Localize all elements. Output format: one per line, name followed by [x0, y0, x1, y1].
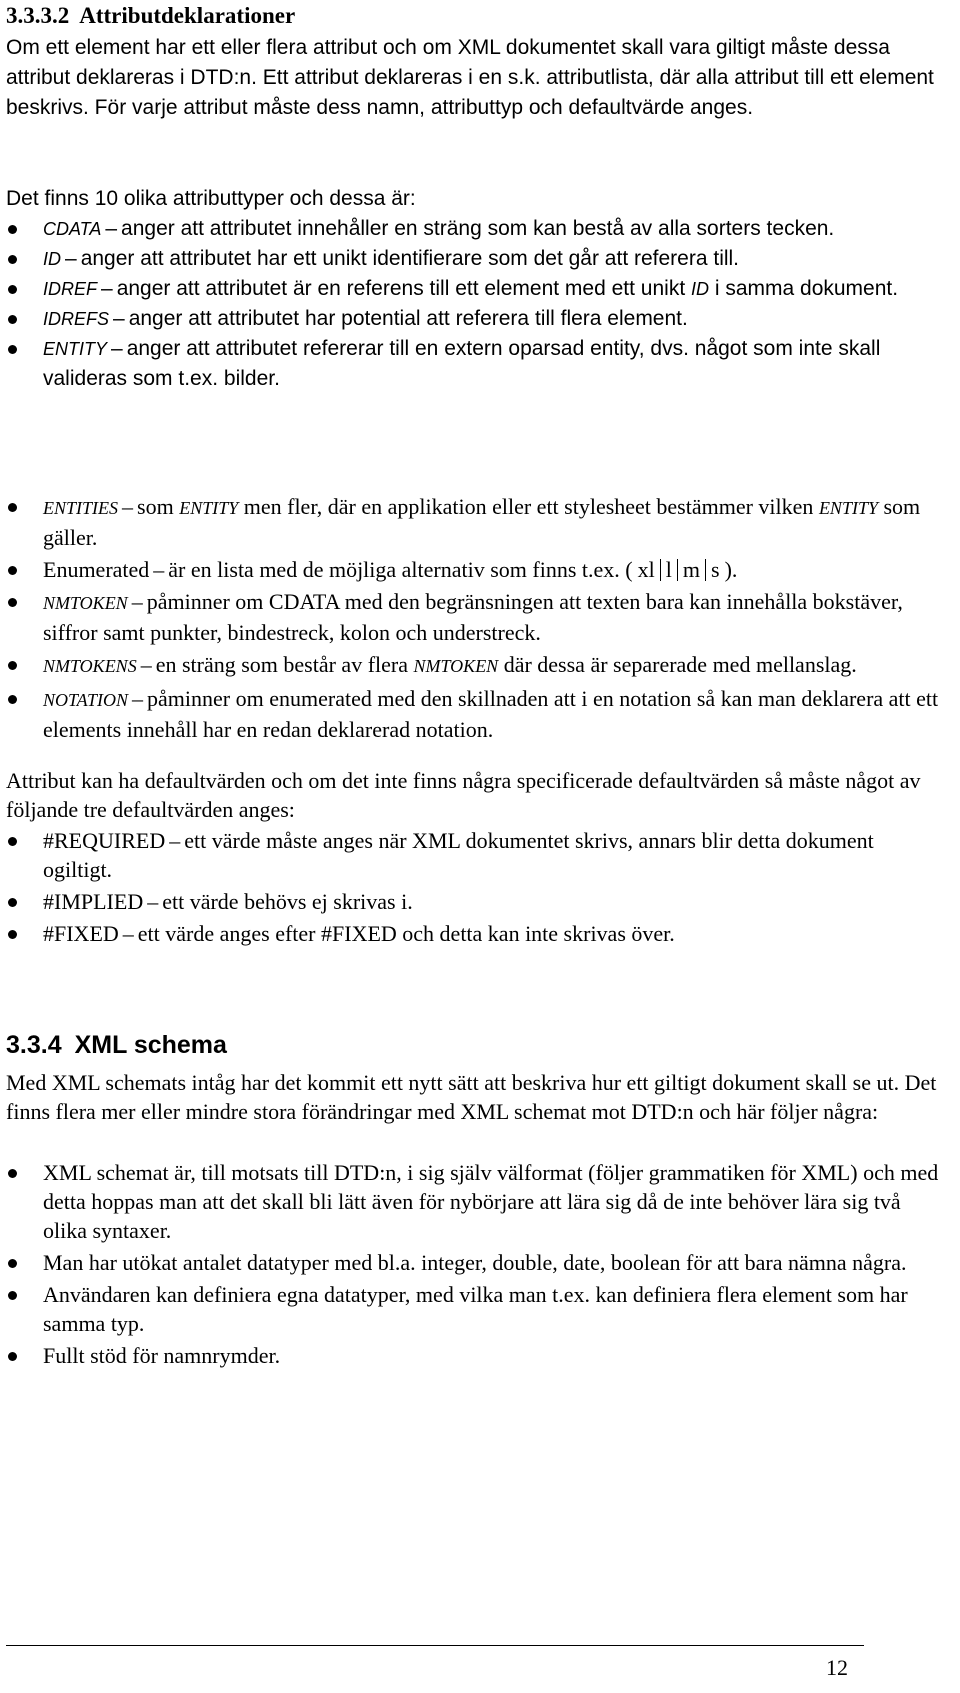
list-item: CDATA – anger att attributet innehåller en sträng som kan bestå av alla sorters tecken.	[6, 214, 946, 244]
list-item: #IMPLIED – ett värde behövs ej skrivas i.	[6, 887, 946, 916]
list-item: IDREF – anger att attributet är en referens till ett element med ett unikt ID i samma dokument.	[6, 274, 946, 304]
defaults-list	[6, 826, 946, 951]
footer-divider	[6, 1645, 864, 1646]
attribute-types-list-cont	[6, 492, 946, 747]
section-heading-xml-schema: 3.3.4 XML schema	[6, 1031, 227, 1059]
section-number: 3.3.3.2	[6, 3, 70, 28]
list-item: #REQUIRED – ett värde måste anges när XML dokumentet skrivs, annars blir detta dokument ogiltigt.	[6, 826, 946, 884]
list-item: NMTOKEN – påminner om CDATA med den begränsningen att texten bara kan innehålla bokstäver, siffror samt punkter, bindestreck, kolon och understreck.	[6, 587, 946, 647]
xml-schema-list	[6, 1158, 946, 1373]
intro-paragraph: Om ett element har ett eller flera attribut och om XML dokumentet skall vara giltigt måste dessa attribut deklareras i DTD:n. Ett attribut deklareras i en s.k. attributlista, där alla attribut till ett element beskrivs. För varje attribut måste dess namn, attributtyp och defaultvärde anges.	[6, 36, 934, 119]
list-item: Användaren kan definiera egna datatyper, med vilka man t.ex. kan definiera flera element som har samma typ.	[6, 1280, 946, 1338]
list-item: ENTITIES – som ENTITY men fler, där en applikation eller ett stylesheet bestämmer vilken ENTITY som gäller.	[6, 492, 946, 552]
list-item: NOTATION – påminner om enumerated med den skillnaden att i en notation så kan man deklarera att ett elements innehåll har en redan deklarerad notation.	[6, 684, 946, 744]
xml-schema-intro: Med XML schemats intåg har det kommit ett nytt sätt att beskriva hur ett giltigt dokument skall se ut. Det finns flera mer eller mindre stora förändringar med XML schemat mot DTD:n och här följer några:	[6, 1070, 937, 1124]
list-item: ENTITY – anger att attributet refererar till en extern oparsad entity, dvs. något som inte skall valideras som t.ex. bilder.	[6, 334, 946, 394]
list-item: IDREFS – anger att attributet har potential att referera till flera element.	[6, 304, 946, 334]
list-item: Enumerated – är en lista med de möjliga alternativ som finns t.ex. ( xl l m s ).	[6, 555, 946, 584]
list-item: #FIXED – ett värde anges efter #FIXED och detta kan inte skrivas över.	[6, 919, 946, 948]
attribute-types-list	[6, 214, 946, 394]
list-item: NMTOKENS – en sträng som består av flera NMTOKEN där dessa är separerade med mellanslag.	[6, 650, 946, 681]
list-item: ID – anger att attributet har ett unikt identifierare som det går att referera till.	[6, 244, 946, 274]
list-item: XML schemat är, till motsats till DTD:n, i sig själv välformat (följer grammatiken för XML) och med detta hoppas man att det skall bli lätt även för nybörjare att lära sig då de inte behöver lära sig två olika syntaxer.	[6, 1158, 946, 1245]
defaults-intro: Attribut kan ha defaultvärden och om det inte finns några specificerade defaultvärden så måste något av följande tre defaultvärden anges:	[6, 768, 921, 822]
page-number: 12	[826, 1655, 848, 1680]
section-heading-attributdeklarationer	[6, 2, 295, 30]
section-title: Attributdeklarationer	[79, 3, 296, 28]
list-item: Fullt stöd för namnrymder.	[6, 1341, 946, 1370]
enum-values: xl l m s	[637, 557, 720, 582]
attribute-types-intro: Det finns 10 olika attributtyper och dessa är:	[6, 187, 416, 210]
list-item: Man har utökat antalet datatyper med bl.a. integer, double, date, boolean för att bara nämna några.	[6, 1248, 946, 1277]
